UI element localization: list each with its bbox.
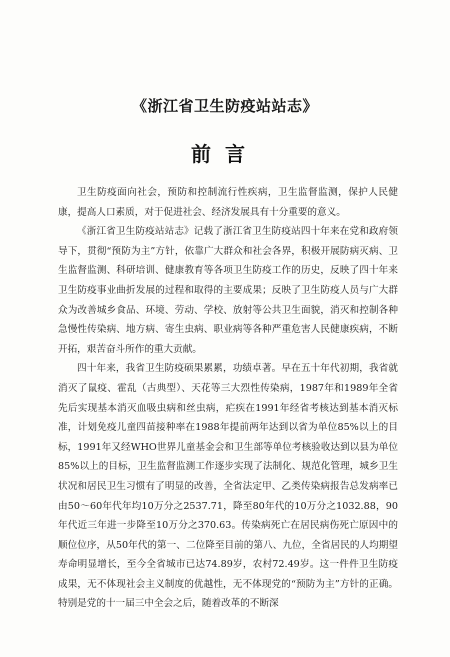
body-text (58, 183, 398, 614)
section-title: 前言 (191, 142, 259, 166)
paragraph: 四十年来，我省卫生防疫硕果累累，功绩卓著。早在五十年代初期，我省就消灭了鼠疫、霍乱（古典型）、天花等三大烈性传染病，1987年和1989年全省先后实现基本消灭血吸虫病和丝虫病，疟疾在1991年经省考核达到基本消灭标准，计划免疫儿童四苗接种率在1988年提前两年达到以省为单位85%以上的目标，1991年又经WHO世界儿童基金会和卫生部等单位考核验收达到以县为单位85%以上的目标，卫生监督监测工作逐步实现了法制化、规范化管理，城乡卫生状况和居民卫生习惯有了明显的改善，全省法定甲、乙类传染病报告总发病率已由50～60年代年均10万分之2537.71，降至80年代的10万分之1032.88，90年代近三年进一步降至10万分之370.63。传染病死亡在居民病伤死亡原因中的顺位位序，从50年代的第一、二位降至目前的第八、九位，全省居民的人均期望寿命明显增长，至今全省城市已达74.89岁，农村72.49岁。这一件件卫生防疫成果，无不体现社会主义制度的优越性，无不体现党的“预防为主”方针的正确。特别是党的十一届三中全会之后，随着改革的不断深 (58, 363, 398, 610)
paragraph: 卫生防疫面向社会，预防和控制流行性疾病，卫生监督监测，保护人民健康，提高人口素质，对于促进社会、经济发展具有十分重要的意义。 (58, 187, 398, 218)
paragraph: 《浙江省卫生防疫站站志》记载了浙江省卫生防疫站四十年来在党和政府领导下，贯彻“预防为主”方针，依靠广大群众和社会各界，积极开展防病灭病、卫生监督监测、科研培训、健康教育等各项卫生防疫工作的历史，反映了四十年来卫生防疫事业曲折发展的过程和取得的主要成果；反映了卫生防疫人员与广大群众为改善城乡食品、环境、劳动、学校、放射等公共卫生面貌，消灭和控制各种急慢性传染病、地方病、寄生虫病、职业病等各种严重危害人民健康疾病，不断开拓，艰苦奋斗所作的重大贡献。 (58, 226, 398, 355)
book-title: 《浙江省卫生防疫站站志》 (131, 97, 318, 115)
